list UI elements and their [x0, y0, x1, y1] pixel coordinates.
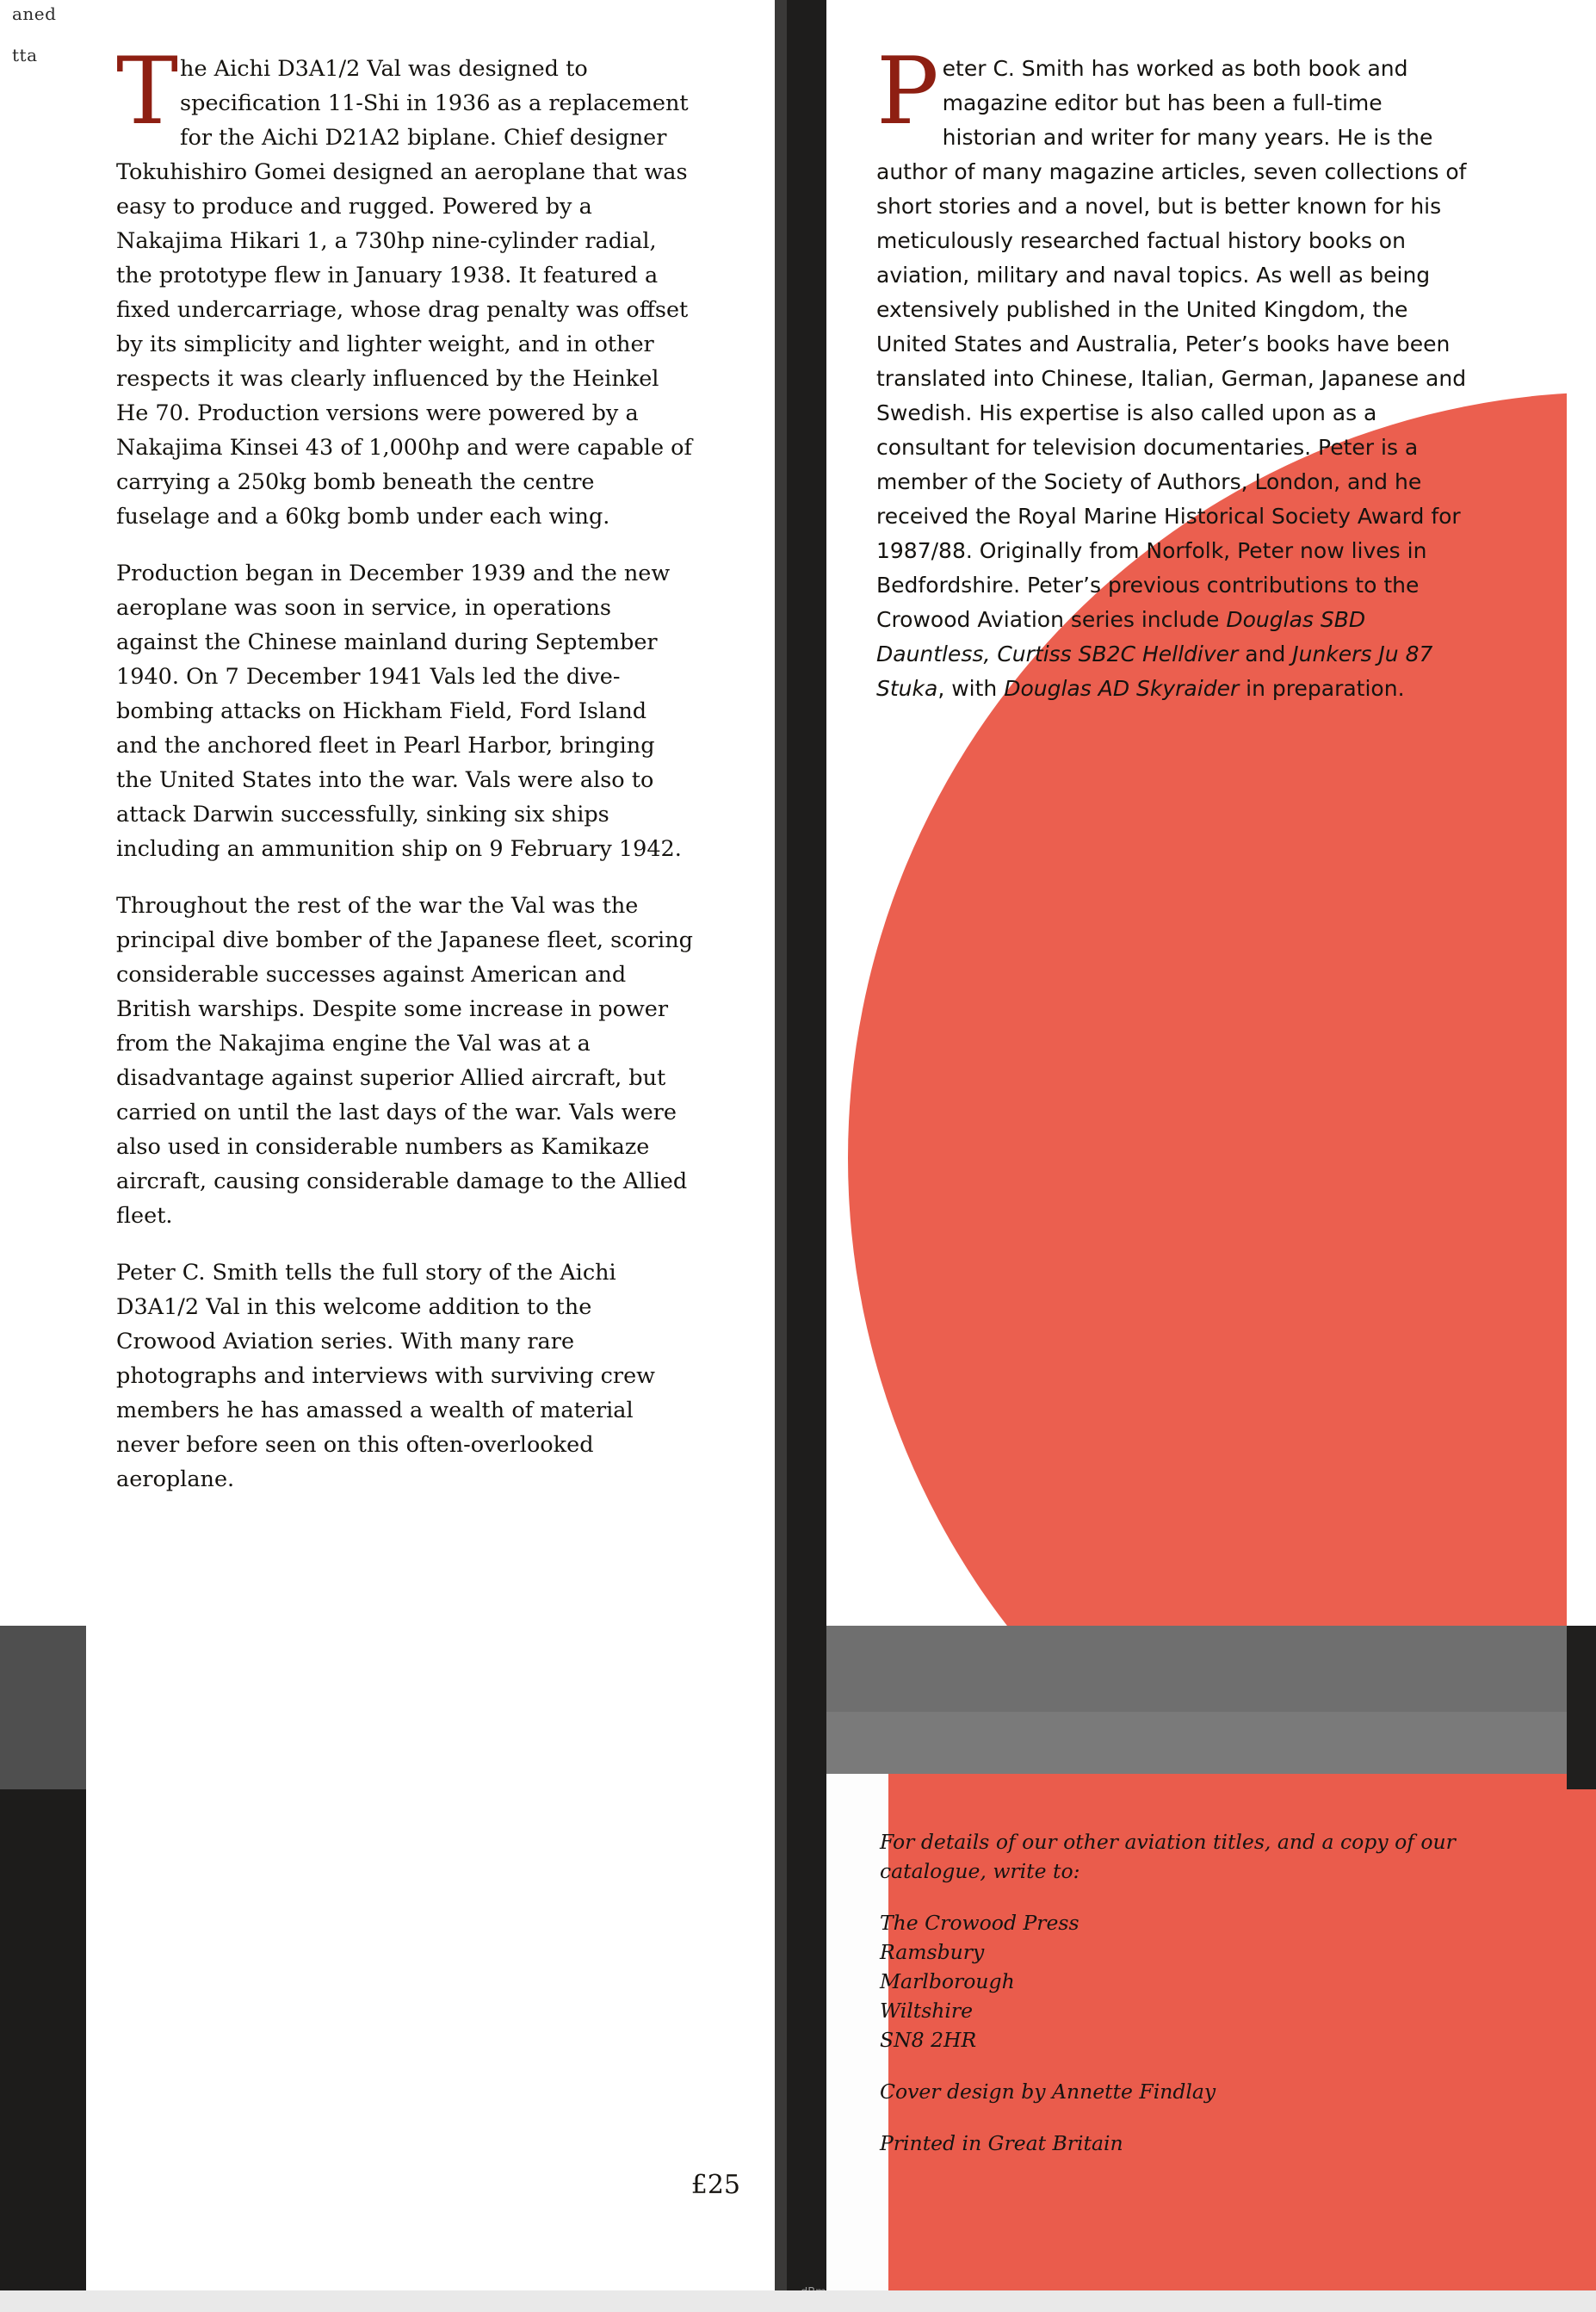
right-white-edge	[1567, 0, 1596, 1626]
price-label: £25	[690, 2170, 740, 2200]
blurb-paragraph-3: Throughout the rest of the war the Val was the principal dive bomber of the Japanese fleet, scoring considerable successes against American and British warships. Despite some increase in power from the Nakajima engine the Val was at a disadvantage against superior Allied aircraft, but carried on until the last days of the war. Vals were also used in considerable numbers as Kamikaze aircraft, causing considerable damage to the Allied fleet.	[116, 893, 693, 1229]
author-flap-panel	[826, 0, 1596, 2312]
blurb-paragraph-1-text: he Aichi D3A1/2 Val was designed to specification 11-Shi in 1936 as a replacement for the Aichi D21A2 biplane. Chief designer Tokuhishiro Gomei designed an aeroplane that was easy to produce and rugged. Powered by a Nakajima Hikari 1, a 730hp nine-cylinder radial, the prototype flew in January 1938. It featured a fixed undercarriage, whose drag penalty was offset by its simplicity and lighter weight, and in other respects it was clearly influenced by the Heinkel He 70. Production versions were powered by a Nakajima Kinsei 43 of 1,000hp and were capable of carrying a 250kg bomb beneath the centre fuselage and a 60kg bomb under each wing.	[116, 56, 692, 530]
publisher-contact-block	[880, 1827, 1482, 2180]
author-bio-lead: eter C. Smith has worked as both book and magazine editor but has been a full-time historian and writer for many years. He is the author of many magazine articles, seven collections of short stories and a novel, but is better known for his meticulously researched factual history books on aviation, military and naval topics. As well as being extensively published in the United Kingdom, the United States and Australia, Peter’s books have been translated into Chinese, Italian, German, Japanese and Swedish. His expertise is also called upon as a consultant for television documentaries. Peter is a member of the Society of Authors, London, and he received the Royal Marine Historical Society Award for 1987/88. Originally from Norfolk, Peter now lives in Bedfordshire. Peter’s previous contributions to the Crowood Aviation series include	[876, 56, 1467, 632]
address-line-1: The Crowood Press	[880, 1911, 1079, 1935]
book-title-1: Douglas SBD Dauntless, Curtiss SB2C Helldiver	[876, 607, 1366, 666]
author-biography	[876, 38, 1479, 706]
dark-corner-graphic	[1567, 1626, 1596, 1789]
book-title-3: Douglas AD Skyraider	[1004, 676, 1240, 701]
address-line-3: Marlborough	[880, 1969, 1015, 1993]
blurb-paragraph-2: Production began in December 1939 and the new aeroplane was soon in service, in operations against the Chinese mainland during September 1940. On 7 December 1941 Vals led the dive-bombing attacks on Hickham Field, Ford Island and the anchored fleet in Pearl Harbor, bringing the United States into the war. Vals were also to attack Darwin successfully, sinking six ships including an ammunition ship on 9 February 1942.	[116, 561, 682, 862]
scan-artifact-text-top: aned	[12, 3, 57, 24]
scan-artifact-text-bottom: tta	[12, 45, 38, 65]
author-bio-tail: in preparation.	[1239, 676, 1405, 701]
left-margin-grey-band	[0, 1626, 86, 1789]
author-bio-and: and	[1238, 642, 1293, 666]
contact-intro: For details of our other aviation titles, and a copy of our catalogue, write to:	[880, 1830, 1456, 1883]
scan-bottom-edge	[0, 2290, 1596, 2312]
drop-cap-p: P	[876, 38, 939, 146]
grey-band-graphic	[826, 1626, 1596, 1712]
left-margin-white	[0, 0, 86, 1626]
address-line-5: SN8 2HR	[880, 2028, 977, 2052]
drop-cap-t: T	[116, 38, 179, 146]
blurb-paragraph-1	[116, 38, 695, 534]
back-cover-blurb	[116, 38, 695, 1519]
author-bio-middle: , with	[937, 676, 1005, 701]
printed-in-credit: Printed in Great Britain	[880, 2131, 1123, 2155]
left-scan-margin	[0, 0, 86, 2312]
grey-band-shadow-graphic	[826, 1712, 1596, 1774]
author-biography-paragraph	[876, 38, 1479, 706]
cover-design-credit: Cover design by Annette Findlay	[880, 2080, 1216, 2104]
book-title-2: Junkers Ju 87 Stuka	[876, 642, 1433, 701]
publisher-address	[880, 1908, 1482, 2055]
back-cover-panel	[86, 0, 775, 2312]
book-spine-inner-shadow	[775, 0, 787, 2312]
address-line-4: Wiltshire	[880, 1999, 974, 2023]
blurb-paragraph-4: Peter C. Smith tells the full story of the Aichi D3A1/2 Val in this welcome addition to the Crowood Aviation series. With many rare photographs and interviews with surviving crew members he has amassed a wealth of material never before seen on this often-overlooked aeroplane.	[116, 1260, 656, 1492]
address-line-2: Ramsbury	[880, 1940, 985, 1964]
left-margin-dark-band	[0, 1789, 86, 2312]
